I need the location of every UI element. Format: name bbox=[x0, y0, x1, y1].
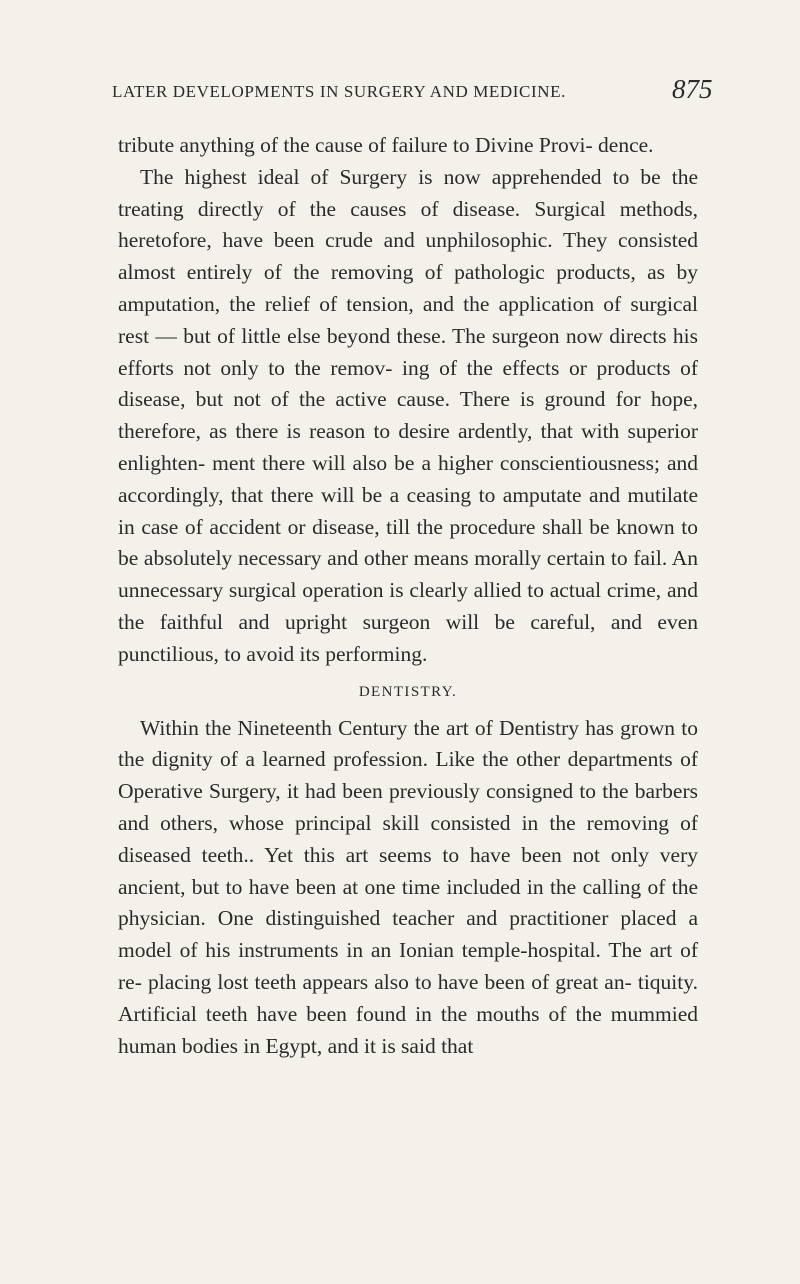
running-head: LATER DEVELOPMENTS IN SURGERY AND MEDICINE. bbox=[112, 82, 566, 101]
body-text bbox=[118, 130, 698, 1062]
page-number: 875 bbox=[672, 74, 713, 104]
paragraph-dentistry: Within the Nineteenth Century the art of Dentistry has grown to the dignity of a learned profession. Like the other departments of Operative Surgery, it had been previously consigned to the barbers and others, whose principal skill consisted in the removing of diseased teeth.. Yet this art seems to have been not only very ancient, but to have been at one time included in the calling of the physician. One distinguished teacher and practitioner placed a model of his instruments in an Ionian temple-hospital. The art of re- placing lost teeth appears also to have been of great an- tiquity. Artificial teeth have been found in the mouths of the mummied human bodies in Egypt, and it is said that bbox=[118, 715, 698, 1058]
paragraph-surgery-ideal: The highest ideal of Surgery is now apprehended to be the treating directly of the causes of disease. Surgical methods, heretofore, have been crude and unphilosophic. They consisted almost entirely of the removing of pathologic products, as by amputation, the relief of tension, and the application of surgical rest — but of little else beyond these. The surgeon now directs his efforts not only to the remov- ing of the effects or products of disease, but not of the active cause. There is ground for hope, therefore, as there is reason to desire ardently, that with superior enlighten- ment there will also be a higher conscientiousness; and accordingly, that there will be a ceasing to amputate and mutilate in case of accident or disease, till the procedure shall be known to be absolutely necessary and other means morally certain to fail. An unnecessary surgical operation is clearly allied to actual crime, and the faithful and upright surgeon will be careful, and even punctilious, to avoid its performing. bbox=[118, 164, 698, 666]
section-heading-dentistry: DENTISTRY. bbox=[358, 683, 458, 700]
paragraph-continuation: tribute anything of the cause of failure to Divine Provi- dence. bbox=[118, 133, 654, 157]
